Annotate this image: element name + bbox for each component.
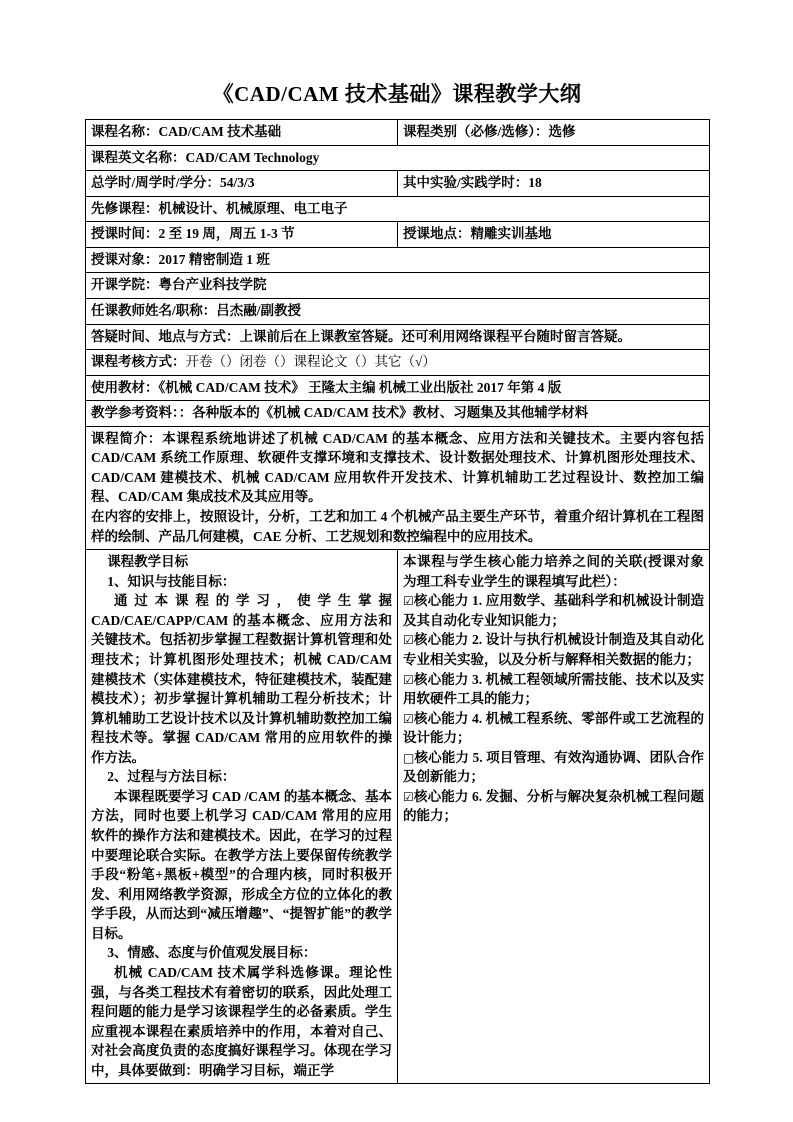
cell-teaching-objectives bbox=[86, 550, 398, 1084]
assessment-options: 开卷（）闭卷（）课程论文（）其它（√） bbox=[185, 354, 436, 370]
hours-label: 总学时/周学时/学分： bbox=[91, 175, 221, 191]
textbook-value: 《机械 CAD/CAM 技术》 王隆太主编 机械工业出版社 2017 年第 4 版 bbox=[158, 379, 562, 395]
reference-value: ：各种版本的《机械 CAD/CAM 技术》教材、习题集及其他辅学材料 bbox=[178, 405, 589, 421]
syllabus-table bbox=[85, 119, 710, 1084]
english-name-value: CAD/CAM Technology bbox=[185, 149, 320, 165]
table-row-college bbox=[86, 273, 710, 299]
table-row-prerequisites bbox=[86, 196, 710, 222]
cell-textbook bbox=[86, 375, 710, 401]
cell-course-category bbox=[398, 120, 710, 146]
cell-class-place bbox=[398, 222, 710, 248]
objective-3-body: 机械 CAD/CAM 技术属学科选修课。理论性强，与各类工程技术有着密切的联系，因此处理工程问题的能力是学习该课程学生的必备素质。学生应重视本课程在素质培养中的作用，本着对自己、对社会高度负责的态度搞好课程学习。体现在学习中，具体要做到：明确学习目标，端正学 bbox=[91, 964, 392, 1078]
objective-2-body: 本课程既要学习 CAD /CAM 的基本概念、基本方法，同时也要上机学习 CAD/CAM 常用的应用软件的操作方法和建模技术。因此，在学习的过程中要理论联合实际。在教学方法上要保留传统教学手段“粉笔+黑板+模型”的合理内核，同时积极开发、利用网络教学资源，形成全方位的立体化的教学手段，从而达到“减压增趣”、“提智扩能”的教学目标。 bbox=[91, 788, 392, 941]
hours-value: 54/3/3 bbox=[220, 175, 255, 191]
cell-prerequisites bbox=[86, 196, 710, 222]
assessment-label: 课程考核方式： bbox=[91, 354, 186, 370]
table-row-audience bbox=[86, 247, 710, 273]
table-row-textbook bbox=[86, 375, 710, 401]
table-row-english-name bbox=[86, 145, 710, 171]
course-name-value: CAD/CAM 技术基础 bbox=[158, 124, 282, 139]
reference-label: 教学参考资料： bbox=[91, 405, 179, 421]
cell-course-name bbox=[86, 120, 398, 146]
teacher-label: 任课教师姓名/职称： bbox=[91, 302, 217, 318]
competency-item-label: 核心能力 3. 机械工程领域所需技能、技术以及实用软硬件工具的能力； bbox=[403, 671, 704, 707]
college-label: 开课学院： bbox=[91, 277, 159, 293]
cell-lab-hours bbox=[398, 171, 710, 197]
cell-total-hours bbox=[86, 171, 398, 197]
cell-qa bbox=[86, 324, 710, 350]
lab-hours-label: 其中实验/实践学时： bbox=[403, 175, 529, 191]
table-row-hours bbox=[86, 171, 710, 197]
college-value: 粤台产业科技学院 bbox=[158, 277, 267, 293]
cell-core-competencies bbox=[398, 550, 710, 1084]
intro-label: 课程简介： bbox=[91, 430, 163, 446]
intro-paragraph-1 bbox=[91, 429, 704, 507]
competency-item-label: 核心能力 6. 发掘、分析与解决复杂机械工程问题的能力； bbox=[403, 788, 704, 824]
competency-item bbox=[403, 630, 704, 669]
competency-item bbox=[403, 670, 704, 709]
place-label: 授课地点： bbox=[403, 226, 471, 242]
checkbox-icon: ☑ bbox=[403, 672, 414, 687]
time-value: 2 至 19 周，周五 1-3 节 bbox=[158, 226, 295, 242]
qa-value: 上课前后在上课教室答疑。还可利用网络课程平台随时留言答疑。 bbox=[239, 328, 631, 344]
competency-item bbox=[403, 591, 704, 630]
objective-3-title: 3、情感、态度与价值观发展目标： bbox=[107, 945, 317, 961]
competency-item-label: 核心能力 5. 项目管理、有效沟通协调、团队合作及创新能力； bbox=[403, 749, 704, 785]
page-title: 《CAD/CAM 技术基础》课程教学大纲 bbox=[212, 82, 582, 106]
cell-english-name bbox=[86, 145, 710, 171]
table-row-objectives bbox=[86, 550, 710, 1084]
audience-value: 2017 精密制造 1 班 bbox=[158, 251, 270, 267]
textbook-label: 使用教材： bbox=[91, 379, 159, 395]
lab-hours-value: 18 bbox=[528, 175, 542, 191]
table-row-assessment bbox=[86, 350, 710, 376]
checkbox-icon: ☑ bbox=[403, 711, 414, 726]
cell-reference bbox=[86, 401, 710, 427]
intro-paragraph-2: 在内容的安排上，按照设计，分析，工艺和加工 4 个机械产品主要生产环节，着重介绍计算机在工程图样的绘制、产品几何建模，CAE 分析、工艺规划和数控编程中的应用技术。 bbox=[91, 509, 704, 544]
table-row-schedule bbox=[86, 222, 710, 248]
cell-audience bbox=[86, 247, 710, 273]
competency-item bbox=[403, 787, 704, 826]
checkbox-icon: ☑ bbox=[403, 594, 414, 609]
cell-college bbox=[86, 273, 710, 299]
cell-introduction bbox=[86, 426, 710, 549]
course-category-value: 选修 bbox=[548, 124, 576, 139]
checkbox-icon: ☑ bbox=[403, 633, 414, 648]
cell-class-time bbox=[86, 222, 398, 248]
competency-item bbox=[403, 748, 704, 787]
course-category-label: 课程类别（必修/选修）： bbox=[403, 124, 549, 139]
table-row-introduction bbox=[86, 426, 710, 549]
prereq-label: 先修课程： bbox=[91, 200, 159, 216]
course-name-label: 课程名称： bbox=[91, 124, 159, 139]
competency-item-label: 核心能力 2. 设计与执行机械设计制造及其自动化专业相关实验，以及分析与解释相关数据的能力； bbox=[403, 632, 704, 667]
objective-1-body: 通过本课程的学习，使学生掌握 CAD/CAE/CAPP/CAM 的基本概念、应用方法和关键技术。包括初步掌握工程数据计算机管理和处理技术；计算机图形处理技术；机械 CAD/CAM 建模技术（实体建模技术，特征建模技术，装配建模技术）；初步掌握计算机辅助工程分析技术；计算机辅助工艺设计技术以及计算机辅助数控加工编程技术等。掌握 CAD/CAM 常用的应用软件的操作方法。 bbox=[91, 593, 392, 765]
competency-header: 本课程与学生核心能力培养之间的关联(授课对象为理工科专业学生的课程填写此栏）： bbox=[403, 554, 704, 589]
checkbox-icon: ☑ bbox=[403, 789, 414, 804]
prereq-value: 机械设计、机械原理、电工电子 bbox=[158, 200, 348, 216]
objectives-heading: 课程教学目标 bbox=[107, 554, 189, 570]
cell-teacher bbox=[86, 298, 710, 324]
objective-1-title: 1、知识与技能目标： bbox=[107, 573, 236, 589]
competency-item-label: 核心能力 4. 机械工程系统、零部件或工艺流程的设计能力； bbox=[403, 710, 704, 746]
competency-item bbox=[403, 709, 704, 748]
table-row-reference bbox=[86, 401, 710, 427]
audience-label: 授课对象： bbox=[91, 251, 159, 267]
english-name-label: 课程英文名称： bbox=[91, 149, 186, 165]
teacher-value: 吕杰融/副教授 bbox=[216, 302, 302, 318]
competency-item-label: 核心能力 1. 应用数学、基础科学和机械设计制造及其自动化专业知识能力； bbox=[403, 593, 704, 628]
checkbox-icon: □ bbox=[403, 750, 415, 765]
table-row-course-name bbox=[86, 120, 710, 146]
objective-2-title: 2、过程与方法目标： bbox=[107, 769, 236, 785]
intro-text-1: 本课程系统地讲述了机械 CAD/CAM 的基本概念、应用方法和关键技术。主要内容包括 CAD/CAM 系统工作原理、软硬件支撑环境和支撑技术、设计数据处理技术、计算机图形处理技术、CAD/CAM 建模技术、机械 CAD/CAM 应用软件开发技术、计算机辅助工艺过程设计、数控加工编程、CAD/CAM 集成技术及其应用等。 bbox=[91, 430, 704, 505]
table-row-teacher bbox=[86, 298, 710, 324]
time-label: 授课时间： bbox=[91, 226, 159, 242]
cell-assessment bbox=[86, 350, 710, 376]
table-row-qa bbox=[86, 324, 710, 350]
qa-label: 答疑时间、地点与方式： bbox=[91, 328, 240, 344]
place-value: 精雕实训基地 bbox=[470, 226, 552, 242]
